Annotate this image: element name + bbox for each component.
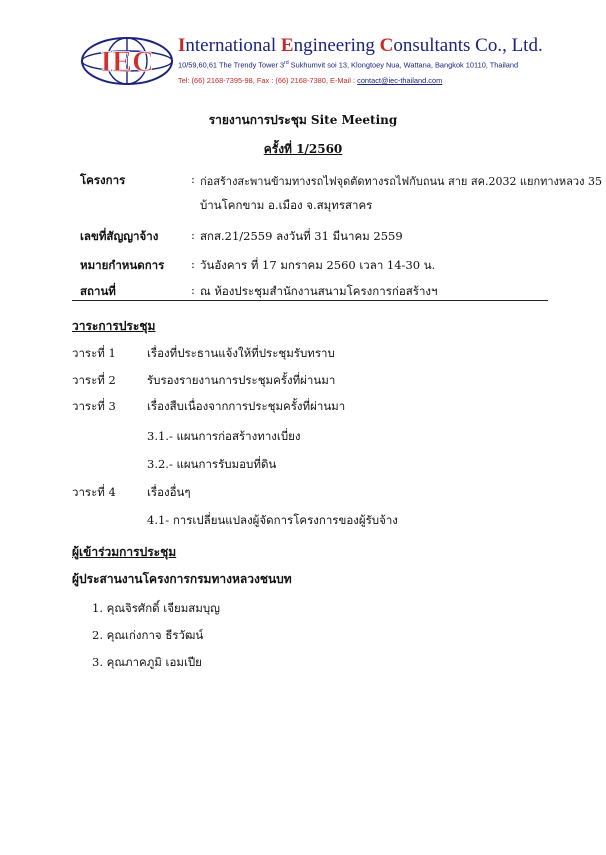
attendee-item: 3. คุณภาคภูมิ เอมเปีย: [92, 655, 202, 669]
logo-text: IEC: [100, 45, 154, 78]
colon: :: [191, 228, 195, 242]
agenda-number: วาระที่ 3: [72, 399, 116, 413]
colon: :: [191, 257, 195, 271]
iec-logo: [80, 36, 174, 86]
company-contact: Tel: (66) 2168-7395-98, Fax : (66) 2168-7380, E-Mail : contact@iec-thailand.com: [178, 76, 443, 85]
project-value: ก่อสร้างสะพานข้ามทางรถไฟจุดตัดทางรถไฟกับถนน สาย สค.2032 แยกทางหลวง 35: [200, 175, 602, 188]
agenda-subitem: 3.1.- แผนการก่อสร้างทางเบี่ยง: [147, 429, 301, 443]
divider: [72, 300, 548, 301]
agenda-text: เรื่องอื่นๆ: [147, 485, 191, 499]
agenda-subitem: 3.2.- แผนการรับมอบที่ดิน: [147, 457, 277, 471]
attendee-item: 1. คุณจิรศักดิ์ เจียมสมบุญ: [92, 601, 220, 615]
project-label: โครงการ: [80, 173, 126, 187]
agenda-text: รับรองรายงานการประชุมครั้งที่ผ่านมา: [147, 373, 336, 387]
colon: :: [191, 172, 195, 186]
attendee-group: ผู้ประสานงานโครงการกรมทางหลวงชนบท: [72, 572, 292, 586]
agenda-subitem: 4.1- การเปลี่ยนแปลงผู้จัดการโครงการของผู้รับจ้าง: [147, 513, 398, 527]
email-link[interactable]: contact@iec-thailand.com: [357, 76, 443, 85]
project-value-line2: บ้านโคกขาม อ.เมือง จ.สมุทรสาคร: [200, 198, 373, 212]
agenda-number: วาระที่ 1: [72, 346, 116, 360]
schedule-value: วันอังคาร ที่ 17 มกราคม 2560 เวลา 14-30 น.: [200, 258, 436, 272]
agenda-number: วาระที่ 2: [72, 373, 116, 387]
report-title: รายงานการประชุม Site Meeting: [208, 113, 398, 127]
schedule-label: หมายกำหนดการ: [80, 258, 165, 272]
contract-value: สกส.21/2559 ลงวันที่ 31 มีนาคม 2559: [200, 229, 403, 243]
agenda-text: เรื่องที่ประธานแจ้งให้ที่ประชุมรับทราบ: [147, 346, 335, 360]
agenda-text: เรื่องสืบเนื่องจากการประชุมครั้งที่ผ่านมา: [147, 399, 346, 413]
place-value: ณ ห้องประชุมสำนักงานสนามโครงการก่อสร้างฯ: [200, 284, 438, 298]
company-name: International Engineering Consultants Co., Ltd.: [178, 35, 543, 56]
attendees-heading: ผู้เข้าร่วมการประชุม: [72, 545, 177, 559]
place-label: สถานที่: [80, 284, 116, 298]
company-address: 10/59,60,61 The Trendy Tower 3rd Sukhumvit soi 13, Klongtoey Nua, Wattana, Bangkok 10110, Thailand: [178, 60, 519, 70]
meeting-number: ครั้งที่ 1/2560: [263, 142, 343, 156]
colon: :: [191, 283, 195, 297]
attendee-item: 2. คุณเก่งกาจ ธีรวัฒน์: [92, 628, 204, 642]
contract-label: เลขที่สัญญาจ้าง: [80, 229, 159, 243]
agenda-number: วาระที่ 4: [72, 485, 116, 499]
agenda-heading: วาระการประชุม: [72, 319, 156, 333]
